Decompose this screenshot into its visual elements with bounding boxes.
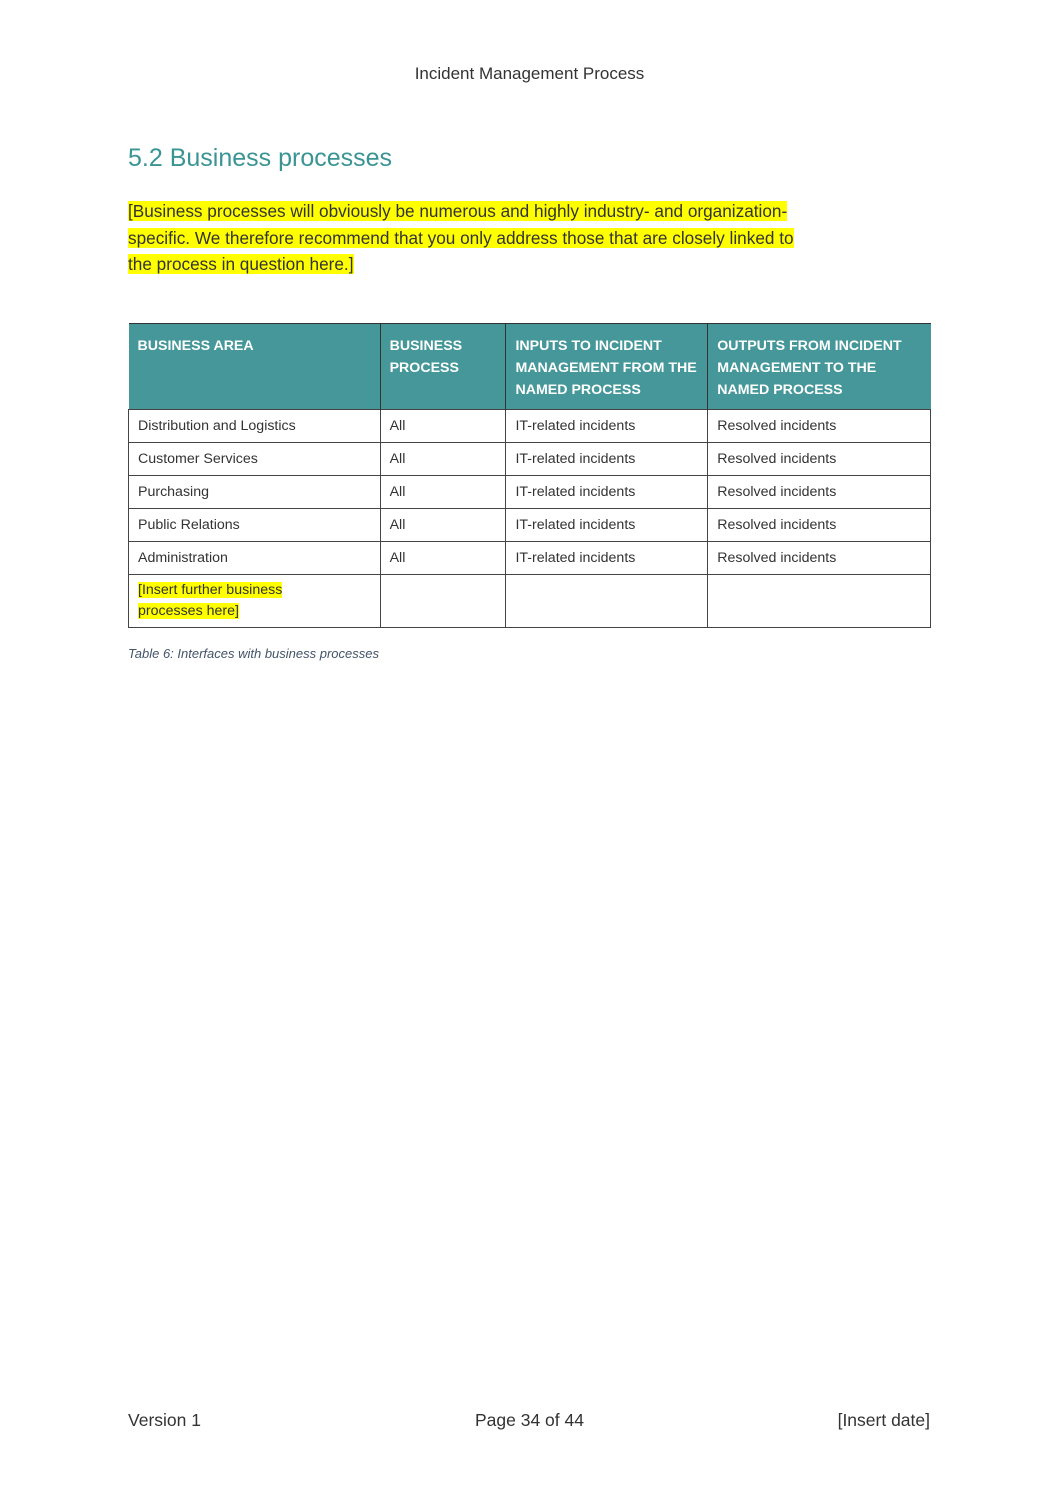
table-cell: IT-related incidents — [506, 509, 708, 542]
footer-date: [Insert date] — [837, 1410, 930, 1430]
page-header: Incident Management Process — [414, 64, 645, 83]
table-cell: All — [380, 542, 506, 575]
table-cell: Resolved incidents — [708, 542, 931, 575]
table-cell: Resolved incidents — [708, 410, 931, 443]
table-cell: IT-related incidents — [506, 542, 708, 575]
table-cell: Resolved incidents — [708, 509, 931, 542]
table-cell: Resolved incidents — [708, 443, 931, 476]
section-heading: 5.2 Business processes — [128, 144, 393, 172]
table-cell: IT-related incidents — [506, 410, 708, 443]
table-cell: All — [380, 443, 506, 476]
column-header: INPUTS TO INCIDENT MANAGEMENT FROM THE NAMED PROCESS — [506, 324, 708, 410]
business-processes-table — [128, 323, 931, 628]
intro-line: [Business processes will obviously be numerous and highly industry- and organization- — [128, 201, 788, 221]
intro-line: specific. We therefore recommend that you only address those that are closely linked to — [128, 227, 794, 248]
table-cell: Distribution and Logistics — [129, 410, 381, 443]
table-row — [129, 509, 931, 542]
empty-cell — [708, 575, 931, 628]
table-cell: All — [380, 509, 506, 542]
table-cell: All — [380, 410, 506, 443]
table-row — [129, 410, 931, 443]
table-cell: IT-related incidents — [506, 443, 708, 476]
table-cell: IT-related incidents — [506, 476, 708, 509]
empty-cell — [380, 575, 506, 628]
placeholder-cell — [129, 575, 381, 628]
column-header: BUSINESS PROCESS — [380, 324, 506, 410]
table-cell: Customer Services — [129, 443, 381, 476]
table-caption: Table 6: Interfaces with business processes — [128, 646, 379, 661]
footer-page-number: Page 34 of 44 — [475, 1410, 584, 1430]
table-row-placeholder — [129, 575, 931, 628]
intro-paragraph — [128, 198, 794, 278]
table-cell: Purchasing — [129, 476, 381, 509]
column-header: OUTPUTS FROM INCIDENT MANAGEMENT TO THE NAMED PROCESS — [708, 324, 931, 410]
placeholder-line: processes here] — [138, 603, 239, 619]
table-cell: All — [380, 476, 506, 509]
table-header-row — [129, 324, 931, 410]
table-cell: Public Relations — [129, 509, 381, 542]
table-cell: Administration — [129, 542, 381, 575]
table-row — [129, 443, 931, 476]
intro-line: the process in question here.] — [128, 254, 354, 274]
footer-version: Version 1 — [128, 1410, 201, 1430]
table-cell: Resolved incidents — [708, 476, 931, 509]
placeholder-line: [Insert further business — [138, 582, 283, 598]
table-row — [129, 476, 931, 509]
empty-cell — [506, 575, 708, 628]
table-row — [129, 542, 931, 575]
column-header: BUSINESS AREA — [129, 324, 381, 410]
